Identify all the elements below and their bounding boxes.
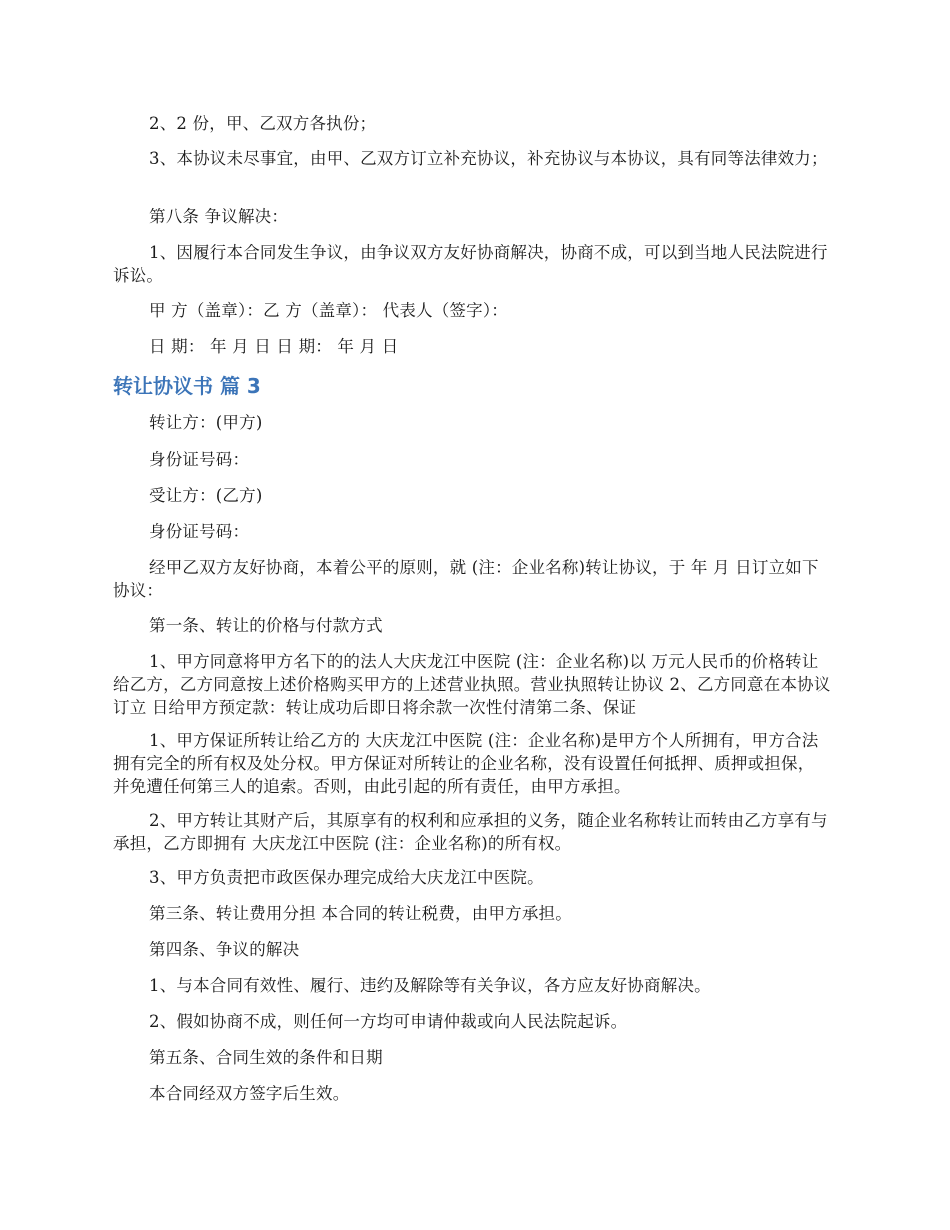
- article-title: 第五条、合同生效的条件和日期: [149, 1048, 383, 1067]
- paragraph: 3、甲方负责把市政医保办理完成给大庆龙江中医院。: [149, 868, 544, 887]
- paragraph: 2、甲方转让其财产后，其原享有的权利和应承担的义务，随企业名称转让而转由乙方享有与承担，乙方即拥有 大庆龙江中医院 (注：企业名称)的所有权。: [113, 811, 828, 853]
- paragraph: 经甲乙双方友好协商，本着公平的原则，就 (注：企业名称)转让协议，于 年 月 日订立如下协议：: [113, 558, 819, 600]
- signature-line: 甲 方（盖章）：乙 方（盖章）： 代表人（签字）：: [149, 301, 508, 320]
- paragraph: 本合同经双方签字后生效。: [149, 1084, 350, 1103]
- paragraph: 1、甲方保证所转让给乙方的 大庆龙江中医院 (注：企业名称)是甲方个人所拥有，甲方合法拥有完全的所有权及处分权。甲方保证对所转让的企业名称，没有设置任何抵押、质押或担保，并免遭任何第三人的追索。否则，由此引起的所有责任，由甲方承担。: [113, 731, 819, 796]
- paragraph: 2、假如协商不成，则任何一方均可申请仲裁或向人民法院起诉。: [149, 1012, 628, 1031]
- paragraph: 3、本协议未尽事宜，由甲、乙双方订立补充协议，补充协议与本协议，具有同等法律效力；: [149, 149, 828, 168]
- article-title: 第八条 争议解决：: [149, 207, 289, 226]
- paragraph: 1、因履行本合同发生争议，由争议双方友好协商解决，协商不成，可以到当地人民法院进行诉讼。: [113, 243, 828, 285]
- paragraph: 转让方：(甲方): [149, 413, 263, 432]
- paragraph: 1、甲方同意将甲方名下的的法人大庆龙江中医院 (注：企业名称)以 万元人民币的价格转让给乙方，乙方同意按上述价格购买甲方的上述营业执照。营业执照转让协议 2、乙方同意在本协议订立 日给甲方预定款：转让成功后即日将余款一次性付清第二条、保证: [113, 652, 831, 717]
- article-title: 第四条、争议的解决: [149, 940, 300, 959]
- paragraph: 身份证号码：: [149, 450, 250, 469]
- section-heading: 转让协议书 篇 3: [113, 374, 261, 398]
- date-line: 日 期： 年 月 日 日 期： 年 月 日: [149, 337, 399, 356]
- paragraph: 受让方：(乙方): [149, 486, 263, 505]
- paragraph: 身份证号码：: [149, 522, 250, 541]
- article-title: 第一条、转让的价格与付款方式: [149, 616, 383, 635]
- paragraph: 1、与本合同有效性、履行、违约及解除等有关争议，各方应友好协商解决。: [149, 976, 711, 995]
- paragraph: 第三条、转让费用分担 本合同的转让税费，由甲方承担。: [149, 904, 572, 923]
- paragraph: 2、2 份，甲、乙双方各执份；: [149, 114, 377, 133]
